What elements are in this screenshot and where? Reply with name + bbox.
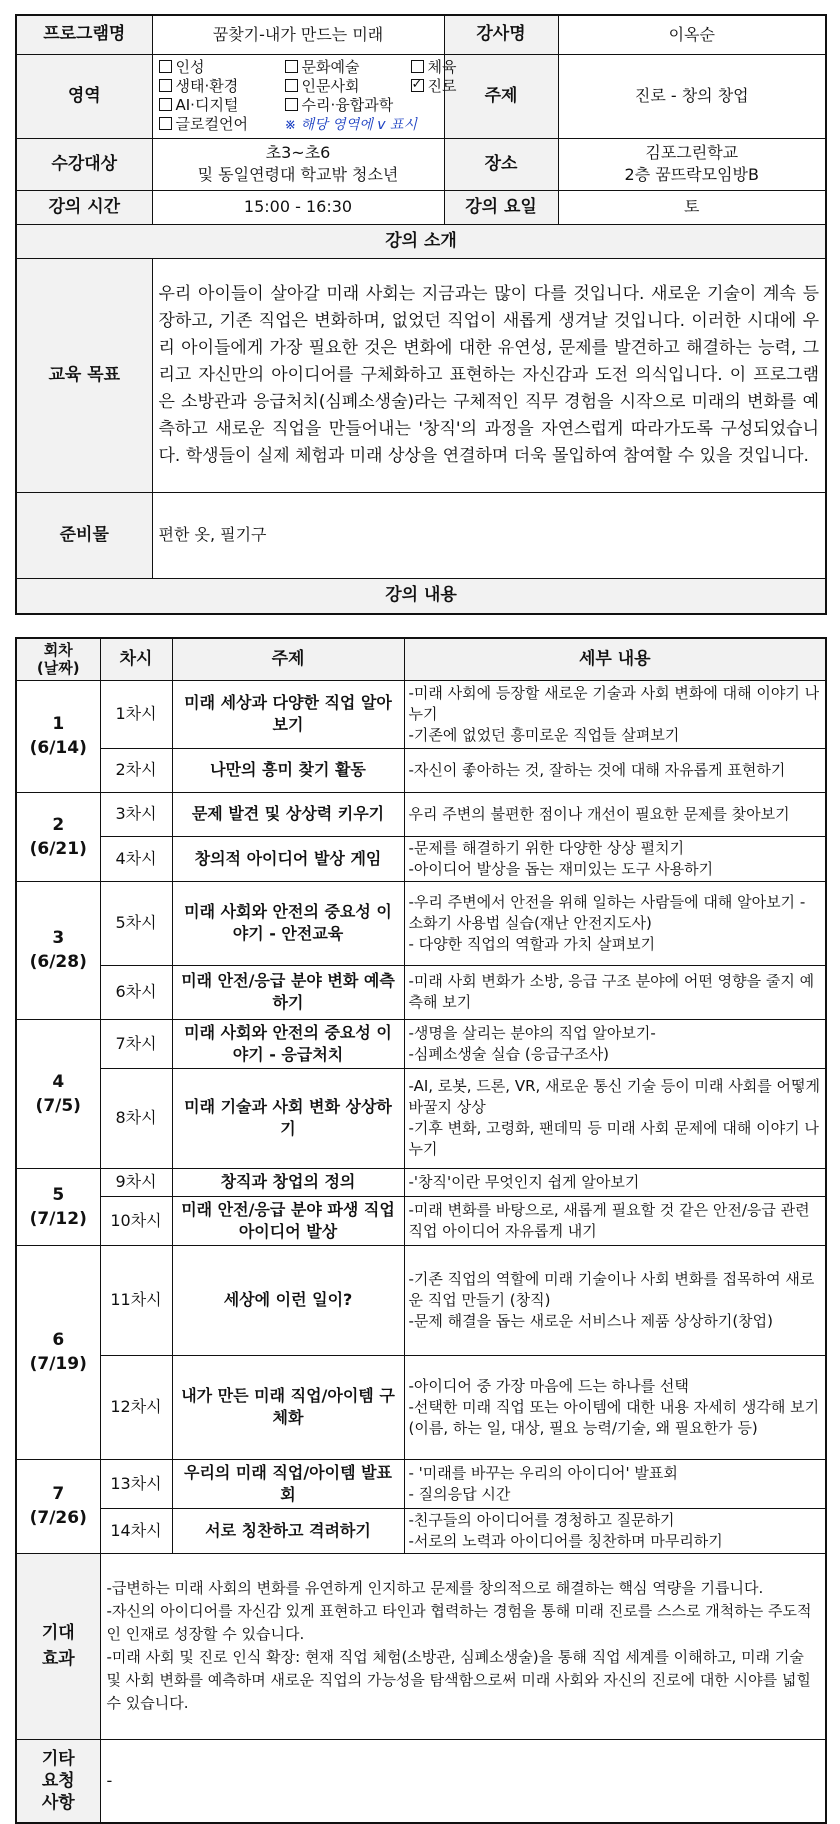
table-row bbox=[16, 680, 826, 748]
topic-cell: 미래 세상과 다양한 직업 알아보기 bbox=[172, 680, 404, 748]
schedule-table bbox=[15, 637, 827, 1824]
table-row bbox=[16, 1068, 826, 1168]
goal-label: 교육 목표 bbox=[16, 258, 152, 492]
detail-cell: -생명을 살리는 분야의 직업 알아보기- -심폐소생술 실습 (응급구조사) bbox=[404, 1019, 826, 1068]
table-row bbox=[16, 1168, 826, 1196]
session-cell: 13차시 bbox=[100, 1459, 172, 1508]
time-label: 강의 시간 bbox=[16, 190, 152, 224]
theme-value: 진로 - 창의 창업 bbox=[558, 54, 826, 138]
topic-cell: 세상에 이런 일이? bbox=[172, 1245, 404, 1355]
detail-cell: -자신이 좋아하는 것, 잘하는 것에 대해 자유롭게 표현하기 bbox=[404, 748, 826, 792]
area-option[interactable]: 인문사회 bbox=[285, 77, 411, 96]
detail-cell: -친구들의 아이디어를 경청하고 질문하기 -서로의 노력과 아이디어를 칭찬하며 마무리하기 bbox=[404, 1508, 826, 1553]
area-row-2 bbox=[159, 76, 457, 96]
area-option[interactable]: 글로컬언어 bbox=[159, 115, 285, 134]
topic-cell: 창의적 아이디어 발상 게임 bbox=[172, 836, 404, 881]
detail-cell: - '미래를 바꾸는 우리의 아이디어' 발표회 - 질의응답 시간 bbox=[404, 1459, 826, 1508]
session-cell: 6차시 bbox=[100, 965, 172, 1019]
detail-cell: -미래 변화를 바탕으로, 새롭게 필요할 것 같은 안전/응급 관련 직업 아이디어 자유롭게 내기 bbox=[404, 1196, 826, 1245]
target-line-2: 및 동일연령대 학교밖 청소년 bbox=[197, 165, 399, 184]
other-value: - bbox=[100, 1739, 826, 1823]
session-cell: 5차시 bbox=[100, 881, 172, 965]
topic-cell: 서로 칭찬하고 격려하기 bbox=[172, 1508, 404, 1553]
checkbox-icon bbox=[159, 60, 172, 73]
area-label: 영역 bbox=[16, 54, 152, 138]
topic-cell: 미래 사회와 안전의 중요성 이야기 - 안전교육 bbox=[172, 881, 404, 965]
topic-cell: 나만의 흥미 찾기 활동 bbox=[172, 748, 404, 792]
place-line-1: 김포그린학교 bbox=[645, 143, 739, 162]
program-name-value: 꿈찾기-내가 만드는 미래 bbox=[152, 15, 444, 54]
col-session-header: 차시 bbox=[100, 638, 172, 680]
session-cell: 10차시 bbox=[100, 1196, 172, 1245]
effects-content bbox=[100, 1553, 826, 1739]
table-row bbox=[16, 881, 826, 965]
session-cell: 12차시 bbox=[100, 1355, 172, 1459]
round-cell: 7 (7/26) bbox=[16, 1459, 100, 1553]
checkbox-icon bbox=[159, 117, 172, 130]
weekday-value: 토 bbox=[558, 190, 826, 224]
session-cell: 4차시 bbox=[100, 836, 172, 881]
other-label: 기타 요청 사항 bbox=[16, 1739, 100, 1823]
topic-cell: 미래 기술과 사회 변화 상상하기 bbox=[172, 1068, 404, 1168]
session-cell: 7차시 bbox=[100, 1019, 172, 1068]
session-cell: 1차시 bbox=[100, 680, 172, 748]
area-option[interactable]: 문화예술 bbox=[285, 58, 411, 77]
instructor-label: 강사명 bbox=[444, 15, 558, 54]
session-cell: 2차시 bbox=[100, 748, 172, 792]
info-table bbox=[15, 14, 827, 615]
other-row bbox=[16, 1739, 826, 1823]
checkbox-icon bbox=[159, 79, 172, 92]
checked-checkbox-icon bbox=[411, 79, 424, 92]
area-option[interactable]: AI·디지털 bbox=[159, 96, 285, 115]
effect-item: -미래 사회 및 진로 인식 확장: 현재 직업 체험(소방관, 심폐소생술)을 통해 직업 세계를 이해하고, 미래 기술 및 사회 변화를 예측하며 새로운 직업의 가능성을 탐색함으로써 미래 사회와 자신의 진로에 대한 시야를 넓힐 수 있습니다. bbox=[106, 1648, 811, 1712]
schedule-header-row bbox=[16, 638, 826, 680]
effects-row bbox=[16, 1553, 826, 1739]
topic-cell: 미래 사회와 안전의 중요성 이야기 - 응급처치 bbox=[172, 1019, 404, 1068]
goal-text: 우리 아이들이 살아갈 미래 사회는 지금과는 많이 다를 것입니다. 새로운 기술이 계속 등장하고, 기존 직업은 변화하며, 없었던 직업이 새롭게 생겨날 것입니다. 이러한 시대에 우리 아이들에게 가장 필요한 것은 변화에 대한 유연성, 문제를 발견하고 해결하는 능력, 그리고 자신만의 아이디어를 구체화하고 표현하는 자신감과 도전 의식입니다. 이 프로그램은 소방관과 응급처치(심폐소생술)라는 구체적인 직무 경험을 시작으로 미래의 변화를 예측하고 새로운 직업을 만들어내는 '창직'의 과정을 자연스럽게 따라가도록 구성되었습니다. 학생들이 실제 체험과 미래 상상을 연결하며 더욱 몰입하여 참여할 수 있을 것입니다. bbox=[152, 258, 826, 492]
table-row bbox=[16, 1355, 826, 1459]
area-option-checked[interactable]: ✓ 진로 bbox=[411, 77, 457, 95]
round-cell: 6 (7/19) bbox=[16, 1245, 100, 1459]
target-label: 수강대상 bbox=[16, 138, 152, 190]
area-option[interactable]: 체육 bbox=[411, 58, 457, 76]
area-row-1 bbox=[159, 57, 457, 77]
theme-label: 주제 bbox=[444, 54, 558, 138]
detail-cell: -미래 사회 변화가 소방, 응급 구조 분야에 어떤 영향을 줄지 예측해 보기 bbox=[404, 965, 826, 1019]
round-cell: 1 (6/14) bbox=[16, 680, 100, 792]
table-row bbox=[16, 748, 826, 792]
table-row bbox=[16, 1459, 826, 1508]
round-cell: 4 (7/5) bbox=[16, 1019, 100, 1168]
area-row-3 bbox=[159, 96, 438, 115]
area-option[interactable]: 생태·환경 bbox=[159, 77, 285, 96]
area-row-4 bbox=[159, 115, 438, 135]
topic-cell: 창직과 창업의 정의 bbox=[172, 1168, 404, 1196]
detail-cell: -미래 사회에 등장할 새로운 기술과 사회 변화에 대해 이야기 나누기 -기존에 없었던 흥미로운 직업들 살펴보기 bbox=[404, 680, 826, 748]
checkbox-icon bbox=[411, 60, 424, 73]
detail-cell: -우리 주변에서 안전을 위해 일하는 사람들에 대해 알아보기 - 소화기 사용법 실습(재난 안전지도사) - 다양한 직업의 역할과 가치 살펴보기 bbox=[404, 881, 826, 965]
effect-item: -자신의 아이디어를 자신감 있게 표현하고 타인과 협력하는 경험을 통해 미래 진로를 스스로 개척하는 주도적인 인재로 성장할 수 있습니다. bbox=[106, 1602, 812, 1643]
round-cell: 3 (6/28) bbox=[16, 881, 100, 1019]
supplies-value: 편한 옷, 필기구 bbox=[152, 492, 826, 578]
session-cell: 3차시 bbox=[100, 792, 172, 836]
target-line-1: 초3~초6 bbox=[265, 143, 331, 162]
topic-cell: 우리의 미래 직업/아이템 발표회 bbox=[172, 1459, 404, 1508]
detail-cell: -AI, 로봇, 드론, VR, 새로운 통신 기술 등이 미래 사회를 어떻게 바꿀지 상상 -기후 변화, 고령화, 팬데믹 등 미래 사회 문제에 대해 이야기 나누기 bbox=[404, 1068, 826, 1168]
table-row bbox=[16, 1508, 826, 1553]
effects-label: 기대 효과 bbox=[16, 1553, 100, 1739]
detail-cell: -문제를 해결하기 위한 다양한 상상 펼치기 -아이디어 발상을 돕는 재미있는 도구 사용하기 bbox=[404, 836, 826, 881]
time-value: 15:00 - 16:30 bbox=[152, 190, 444, 224]
checkbox-icon bbox=[285, 60, 298, 73]
instructor-value: 이옥순 bbox=[558, 15, 826, 54]
target-value bbox=[152, 138, 444, 190]
table-row bbox=[16, 1196, 826, 1245]
session-cell: 11차시 bbox=[100, 1245, 172, 1355]
col-detail-header: 세부 내용 bbox=[404, 638, 826, 680]
area-note: ※ 해당 영역에 v 표시 bbox=[284, 116, 417, 133]
checkbox-icon bbox=[159, 98, 172, 111]
supplies-label: 준비물 bbox=[16, 492, 152, 578]
detail-cell: -아이디어 중 가장 마음에 드는 하나를 선택 -선택한 미래 직업 또는 아이템에 대한 내용 자세히 생각해 보기 (이름, 하는 일, 대상, 필요 능력/기술, 왜 필요한가 등) bbox=[404, 1355, 826, 1459]
table-row bbox=[16, 1245, 826, 1355]
col-round-header: 회차 (날짜) bbox=[16, 638, 100, 680]
detail-cell: -기존 직업의 역할에 미래 기술이나 사회 변화를 접목하여 새로운 직업 만들기 (창직) -문제 해결을 돕는 새로운 서비스나 제품 상상하기(창업) bbox=[404, 1245, 826, 1355]
detail-cell: -'창직'이란 무엇인지 쉽게 알아보기 bbox=[404, 1168, 826, 1196]
area-option[interactable]: 인성 bbox=[159, 58, 285, 77]
place-line-2: 2층 꿈뜨락모임방B bbox=[624, 165, 759, 184]
session-cell: 14차시 bbox=[100, 1508, 172, 1553]
checkbox-icon bbox=[285, 98, 298, 111]
weekday-label: 강의 요일 bbox=[444, 190, 558, 224]
table-row bbox=[16, 965, 826, 1019]
intro-section-title: 강의 소개 bbox=[16, 224, 826, 258]
session-cell: 9차시 bbox=[100, 1168, 172, 1196]
content-section-title: 강의 내용 bbox=[16, 578, 826, 614]
detail-cell: 우리 주변의 불편한 점이나 개선이 필요한 문제를 찾아보기 bbox=[404, 792, 826, 836]
table-row bbox=[16, 792, 826, 836]
topic-cell: 내가 만든 미래 직업/아이템 구체화 bbox=[172, 1355, 404, 1459]
topic-cell: 미래 안전/응급 분야 변화 예측하기 bbox=[172, 965, 404, 1019]
round-cell: 5 (7/12) bbox=[16, 1168, 100, 1245]
session-cell: 8차시 bbox=[100, 1068, 172, 1168]
table-row bbox=[16, 836, 826, 881]
effect-item: -급변하는 미래 사회의 변화를 유연하게 인지하고 문제를 창의적으로 해결하는 핵심 역량을 기릅니다. bbox=[106, 1579, 764, 1597]
checkbox-icon bbox=[285, 79, 298, 92]
topic-cell: 문제 발견 및 상상력 키우기 bbox=[172, 792, 404, 836]
area-checklist bbox=[152, 54, 457, 138]
place-value bbox=[558, 138, 826, 190]
col-topic-header: 주제 bbox=[172, 638, 404, 680]
round-cell: 2 (6/21) bbox=[16, 792, 100, 881]
topic-cell: 미래 안전/응급 분야 파생 직업 아이디어 발상 bbox=[172, 1196, 404, 1245]
table-row bbox=[16, 1019, 826, 1068]
area-option[interactable]: 수리·융합과학 bbox=[285, 96, 394, 114]
place-label: 장소 bbox=[444, 138, 558, 190]
program-name-label: 프로그램명 bbox=[16, 15, 152, 54]
